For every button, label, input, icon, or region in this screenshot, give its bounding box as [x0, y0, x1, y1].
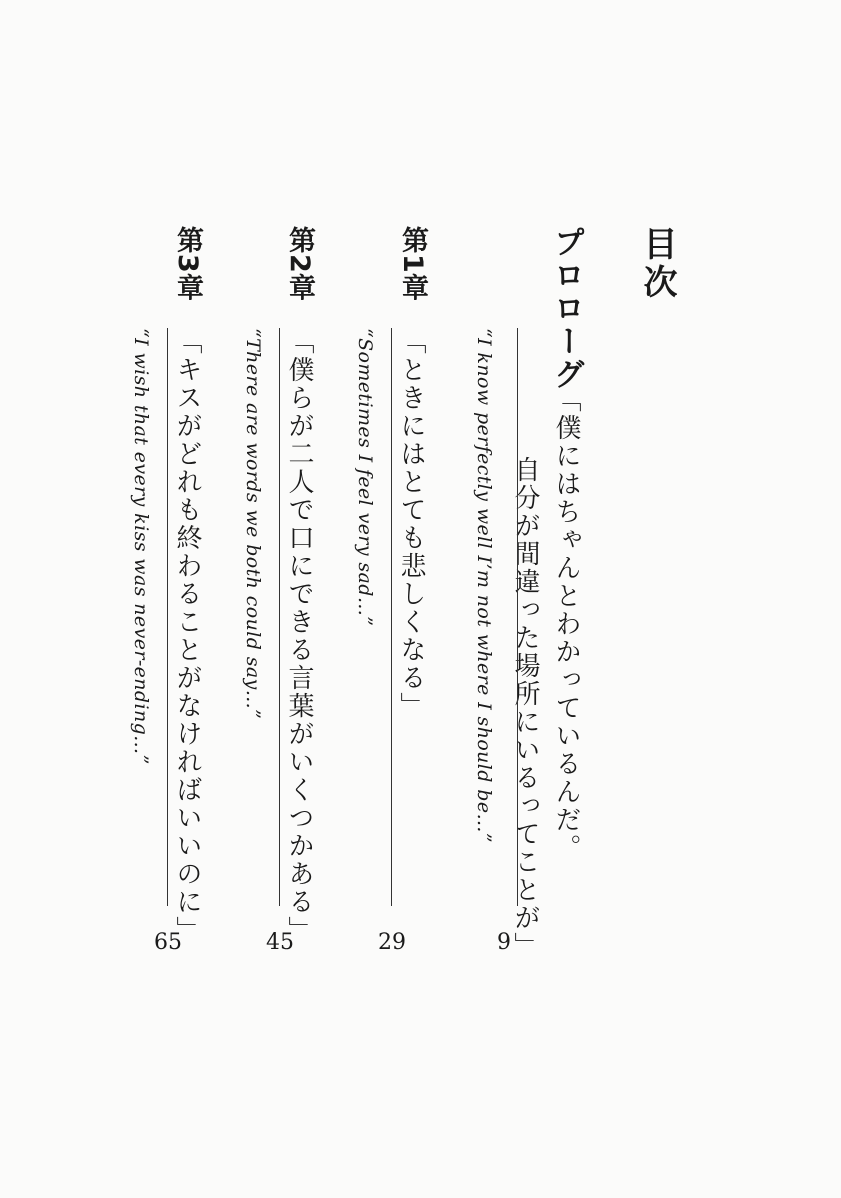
prologue-subtitle: “I know perfectly well I’m not where I should be…”: [473, 328, 495, 844]
chapter-3-label: 第3章: [172, 226, 203, 302]
chapter-1-page-number: 29: [378, 930, 406, 955]
prologue-label: プロローグ: [548, 226, 584, 391]
chapter-2-rule: [279, 328, 280, 906]
chapter-3-subtitle: “I wish that every kiss was never-ending…”: [130, 328, 152, 765]
prologue-title-line1: 「僕にはちゃんとわかっているんだ。: [551, 386, 581, 862]
chapter-1-subtitle: “Sometimes I feel very sad…”: [354, 328, 376, 627]
chapter-2-subtitle: “There are words we both could say…”: [242, 328, 264, 720]
chapter-3-rule: [167, 328, 168, 906]
toc-title: 目次: [637, 226, 677, 302]
prologue-page-number: 9: [497, 930, 511, 955]
chapter-2-label: 第2章: [284, 226, 315, 302]
prologue-title-line2: 自分が間違った場所にいるってことが」: [510, 456, 540, 960]
prologue-rule: [517, 328, 518, 906]
chapter-1-title: 「ときにはとても悲しくなる」: [396, 328, 426, 720]
chapter-3-page-number: 65: [154, 930, 182, 955]
chapter-2-page-number: 45: [266, 930, 294, 955]
chapter-2-title: 「僕らが二人で口にできる言葉がいくつかある」: [284, 328, 314, 944]
chapter-1-label: 第1章: [397, 226, 428, 302]
chapter-3-title: 「キスがどれも終わることがなければいいのに」: [172, 328, 202, 944]
chapter-1-rule: [391, 328, 392, 906]
